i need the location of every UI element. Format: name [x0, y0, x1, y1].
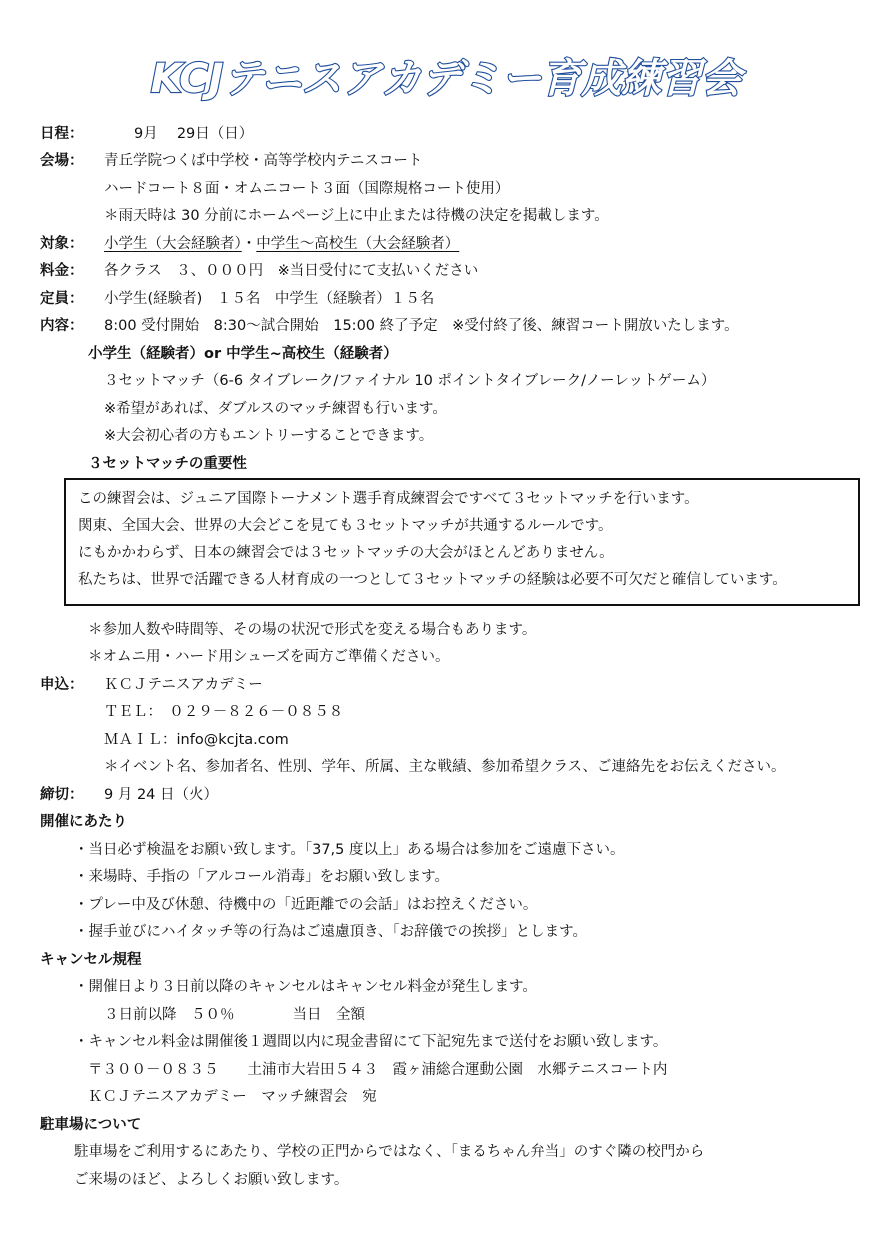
deadline-value: 9 月 24 日（火） — [104, 787, 219, 803]
importance-heading: ３セットマッチの重要性 — [88, 456, 247, 472]
venue-line: ハードコート８面・オムニコート３面（国際規格コート使用） — [104, 181, 510, 197]
holding-item: ・当日必ず検温をお願い致します。「37,5 度以上」ある場合は参加をご遠慮下さい。 — [74, 842, 625, 858]
cancel-recipient: ＫＣＪテニスアカデミー マッチ練習会 宛 — [88, 1089, 377, 1105]
importance-box — [64, 478, 860, 606]
box-line: にもかかわらず、日本の練習会では３セットマッチの大会がほとんどありません。 — [78, 545, 614, 561]
cancel-address: 〒３００－０８３５ 土浦市大岩田５４３ 霞ヶ浦総合運動公園 水郷テニスコート内 — [88, 1062, 668, 1078]
target-elementary: 小学生（大会経験者） — [104, 236, 242, 252]
date-label: 日程： — [40, 126, 84, 142]
content-schedule: 8:00 受付開始 8:30～試合開始 15:00 終了予定 ※受付終了後、練習コート開放いたします。 — [104, 318, 739, 334]
box-line: 関東、全国大会、世界の大会どこを見ても３セットマッチが共通するルールです。 — [78, 518, 613, 534]
target-separator: ・ — [241, 236, 257, 252]
holding-item: ・握手並びにハイタッチ等の行為はご遠慮頂き、「お辞儀での挨拶」とします。 — [74, 924, 588, 940]
target-junior-high: 中学生～高校生（大会経験者） — [256, 236, 460, 252]
target-value — [104, 234, 459, 256]
deadline-label: 締切： — [40, 787, 84, 803]
apply-org: ＫＣＪテニスアカデミー — [104, 677, 263, 693]
capacity-value: 小学生(経験者) １５名 中学生（経験者）１５名 — [104, 291, 435, 307]
shoes-note: ＊オムニ用・ハード用シューズを両方ご準備ください。 — [88, 649, 450, 665]
holding-item: ・来場時、手指の「アルコール消毒」をお願い致します。 — [74, 869, 449, 885]
target-label: 対象： — [40, 236, 84, 252]
parking-heading: 駐車場について — [40, 1117, 142, 1133]
venue-label: 会場： — [40, 153, 84, 169]
title-logo — [136, 50, 756, 106]
venue-rain-note: ＊雨天時は 30 分前にホームページ上に中止または待機の決定を掲載します。 — [104, 208, 609, 224]
parking-line: 駐車場をご利用するにあたり、学校の正門からではなく、「まるちゃん弁当」のすぐ隣の校門から — [74, 1144, 705, 1160]
apply-label: 申込： — [40, 677, 84, 693]
apply-tel: ＴＥＬ： ０２９－８２６－０８５８ — [104, 704, 344, 720]
venue-line: 青丘学院つくば中学校・高等学校内テニスコート — [104, 153, 423, 169]
page-title: KCJテニスアカデミー育成練習会 — [150, 56, 742, 102]
cancel-rate: ３日前以降 ５０％ 当日 全額 — [104, 1007, 365, 1023]
cancel-line: ・開催日より３日前以降のキャンセルはキャンセル料金が発生します。 — [74, 979, 537, 995]
doubles-note: ※希望があれば、ダブルスのマッチ練習も行います。 — [104, 401, 447, 417]
box-line: 私たちは、世界で活躍できる人材育成の一つとして３セットマッチの経験は必要不可欠だと確信しています。 — [78, 572, 787, 588]
class-heading: 小学生（経験者）or 中学生~高校生（経験者） — [88, 346, 398, 362]
fee-value: 各クラス ３、０００円 ※当日受付にて支払いください — [104, 263, 479, 279]
cancel-heading: キャンセル規程 — [40, 952, 142, 968]
holding-item: ・プレー中及び休憩、待機中の「近距離での会話」はお控えください。 — [74, 897, 538, 913]
format-note: ＊参加人数や時間等、その場の状況で形式を変える場合もあります。 — [88, 622, 537, 638]
holding-heading: 開催にあたり — [40, 814, 127, 830]
title-banner — [0, 50, 892, 106]
cancel-line: ・キャンセル料金は開催後１週間以内に現金書留にて下記宛先まで送付をお願い致します。 — [74, 1034, 668, 1050]
parking-line: ご来場のほど、よろしくお願い致します。 — [74, 1172, 349, 1188]
beginner-note: ※大会初心者の方もエントリーすることできます。 — [104, 428, 434, 444]
apply-note: ＊イベント名、参加者名、性別、学年、所属、主な戦績、参加希望クラス、ご連絡先をお伝えください。 — [104, 759, 786, 775]
date-value: 9月 29日（日） — [134, 126, 254, 142]
fee-label: 料金： — [40, 263, 84, 279]
match-format: ３セットマッチ（6-6 タイブレーク/ファイナル 10 ポイントタイブレーク/ノーレットゲーム） — [104, 373, 716, 389]
box-line: この練習会は、ジュニア国際トーナメント選手育成練習会ですべて３セットマッチを行います。 — [78, 491, 699, 507]
capacity-label: 定員： — [40, 291, 84, 307]
apply-mail: ＭＡＩＬ：info@kcjta.com — [104, 732, 289, 748]
content-label: 内容： — [40, 318, 84, 334]
